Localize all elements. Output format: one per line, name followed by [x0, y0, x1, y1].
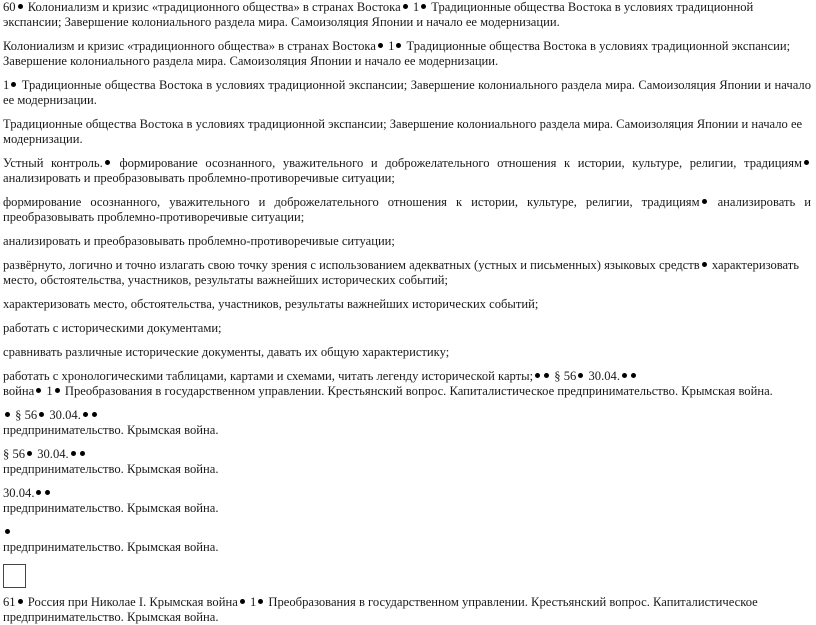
bullet-icon: [702, 262, 707, 267]
hours-count: 1: [3, 78, 10, 92]
communication-result: развёрнуто, логично и точно излагать свою точку зрения с использованием адекватных (устных и письменных) языковых средств: [3, 258, 700, 272]
bullet-icon: [258, 599, 263, 604]
meta-result: анализировать и преобразовывать проблемно-противоречивые ситуации;: [3, 195, 811, 224]
paragraph-maps: [3, 369, 811, 399]
bullet-icon: [240, 599, 245, 604]
bullet-icon: [18, 599, 23, 604]
paragraph-communication: [3, 258, 811, 288]
paragraph-lesson-61: [3, 595, 811, 625]
bullet-icon: [80, 451, 85, 456]
bullet-icon: [92, 412, 97, 417]
bullet-icon: [27, 451, 32, 456]
bullet-icon: [578, 373, 583, 378]
bullet-icon: [83, 412, 88, 417]
hours-count: 1: [249, 595, 257, 609]
lesson-topic: Колониализм и кризис «традиционного общества» в странах Востока: [27, 0, 401, 14]
paragraph-content: Традиционные общества Востока в условиях традиционной экспансии; Завершение колониального раздела мира. Самоизоляция Японии и начало ее модернизации.: [3, 117, 803, 146]
bullet-icon: [105, 160, 110, 165]
paragraph-control: [3, 156, 811, 186]
subject-result: характеризовать место, обстоятельства, участников, результаты важнейших исторических событий;: [3, 258, 800, 287]
lesson-content: Традиционные общества Востока в условиях традиционной экспансии; Завершение колониального раздела мира. Самоизоляция Японии и начало ее модернизации.: [3, 78, 811, 107]
paragraph-hours-content: [3, 78, 811, 108]
lesson-date: 30.04.: [588, 369, 620, 383]
bullet-icon: [378, 43, 383, 48]
meta-result: анализировать и преобразовывать проблемно-противоречивые ситуации;: [3, 171, 395, 185]
lesson-number: 61: [3, 595, 16, 609]
lesson-date: 30.04.: [37, 447, 69, 461]
lesson-date: 30.04.: [49, 408, 81, 422]
bullet-icon: [45, 490, 50, 495]
paragraph-topic-repeat: [3, 39, 811, 69]
paragraph-fragment: [3, 525, 811, 555]
bullet-icon: [5, 412, 10, 417]
personal-result: формирование осознанного, уважительного и доброжелательного отношения к истории, культуре, религии, традициям: [119, 156, 802, 170]
bullet-icon: [71, 451, 76, 456]
paragraph-meta-result: анализировать и преобразовывать проблемно-противоречивые ситуации;: [3, 234, 395, 248]
lesson-date: 30.04.: [3, 486, 35, 500]
bullet-icon: [804, 160, 809, 165]
bullet-icon: [11, 82, 16, 87]
paragraph-documents: работать с историческими документами;: [3, 321, 222, 335]
lesson-number: 60: [3, 0, 16, 14]
content-fragment: предпринимательство. Крымская война.: [3, 462, 219, 476]
bullet-icon: [18, 4, 23, 9]
bullet-icon: [535, 373, 540, 378]
empty-checkbox: [3, 564, 26, 588]
content-fragment: предпринимательство. Крымская война.: [3, 423, 219, 437]
homework-section: § 56: [15, 408, 38, 422]
lesson-content: Преобразования в государственном управлении. Крестьянский вопрос. Капиталистическое предпринимательство. Крымская война.: [64, 384, 773, 398]
maps-result: работать с хронологическими таблицами, картами и схемами, читать легенду исторической карты;: [3, 369, 534, 383]
bullet-icon: [5, 529, 10, 534]
paragraph-date: [3, 486, 811, 516]
bullet-icon: [55, 388, 60, 393]
lesson-topic: Колониализм и кризис «традиционного общества» в странах Востока: [3, 39, 376, 53]
bullet-icon: [622, 373, 627, 378]
paragraph-homework-2: [3, 447, 811, 477]
bullet-icon: [39, 412, 44, 417]
hours-count: 1: [388, 39, 395, 53]
bullet-icon: [36, 388, 41, 393]
control-type: Устный контроль.: [3, 156, 103, 170]
paragraph-homework-1: [3, 408, 811, 438]
lesson-topic: Россия при Николае I. Крымская война: [27, 595, 238, 609]
paragraph-personal-result: [3, 195, 811, 225]
bullet-icon: [36, 490, 41, 495]
bullet-icon: [544, 373, 549, 378]
lesson-content: Традиционные общества Востока в условиях традиционной экспансии; Завершение колониального раздела мира. Самоизоляция Японии и начало ее модернизации.: [3, 0, 754, 29]
bullet-icon: [396, 43, 401, 48]
topic-fragment: война: [3, 384, 35, 398]
paragraph-lesson-60: [3, 0, 811, 30]
hours-count: 1: [412, 0, 420, 14]
content-fragment: предпринимательство. Крымская война.: [3, 540, 219, 554]
lesson-content: Традиционные общества Востока в условиях традиционной экспансии; Завершение колониального раздела мира. Самоизоляция Японии и начало ее модернизации.: [3, 39, 791, 68]
bullet-icon: [702, 199, 707, 204]
content-fragment: предпринимательство. Крымская война.: [3, 501, 219, 515]
homework-section: § 56: [554, 369, 577, 383]
paragraph-compare: сравнивать различные исторические документы, давать их общую характеристику;: [3, 345, 450, 359]
bullet-icon: [631, 373, 636, 378]
bullet-icon: [421, 4, 426, 9]
hours-count: 1: [46, 384, 53, 398]
lesson-content: Преобразования в государственном управлении. Крестьянский вопрос. Капиталистическое предпринимательство. Крымская война.: [3, 595, 758, 624]
homework-section: § 56: [3, 447, 26, 461]
personal-result: формирование осознанного, уважительного и доброжелательного отношения к истории, культуре, религии, традициям: [3, 195, 700, 209]
paragraph-subject-result: характеризовать место, обстоятельства, участников, результаты важнейших исторических событий;: [3, 297, 539, 311]
bullet-icon: [403, 4, 408, 9]
